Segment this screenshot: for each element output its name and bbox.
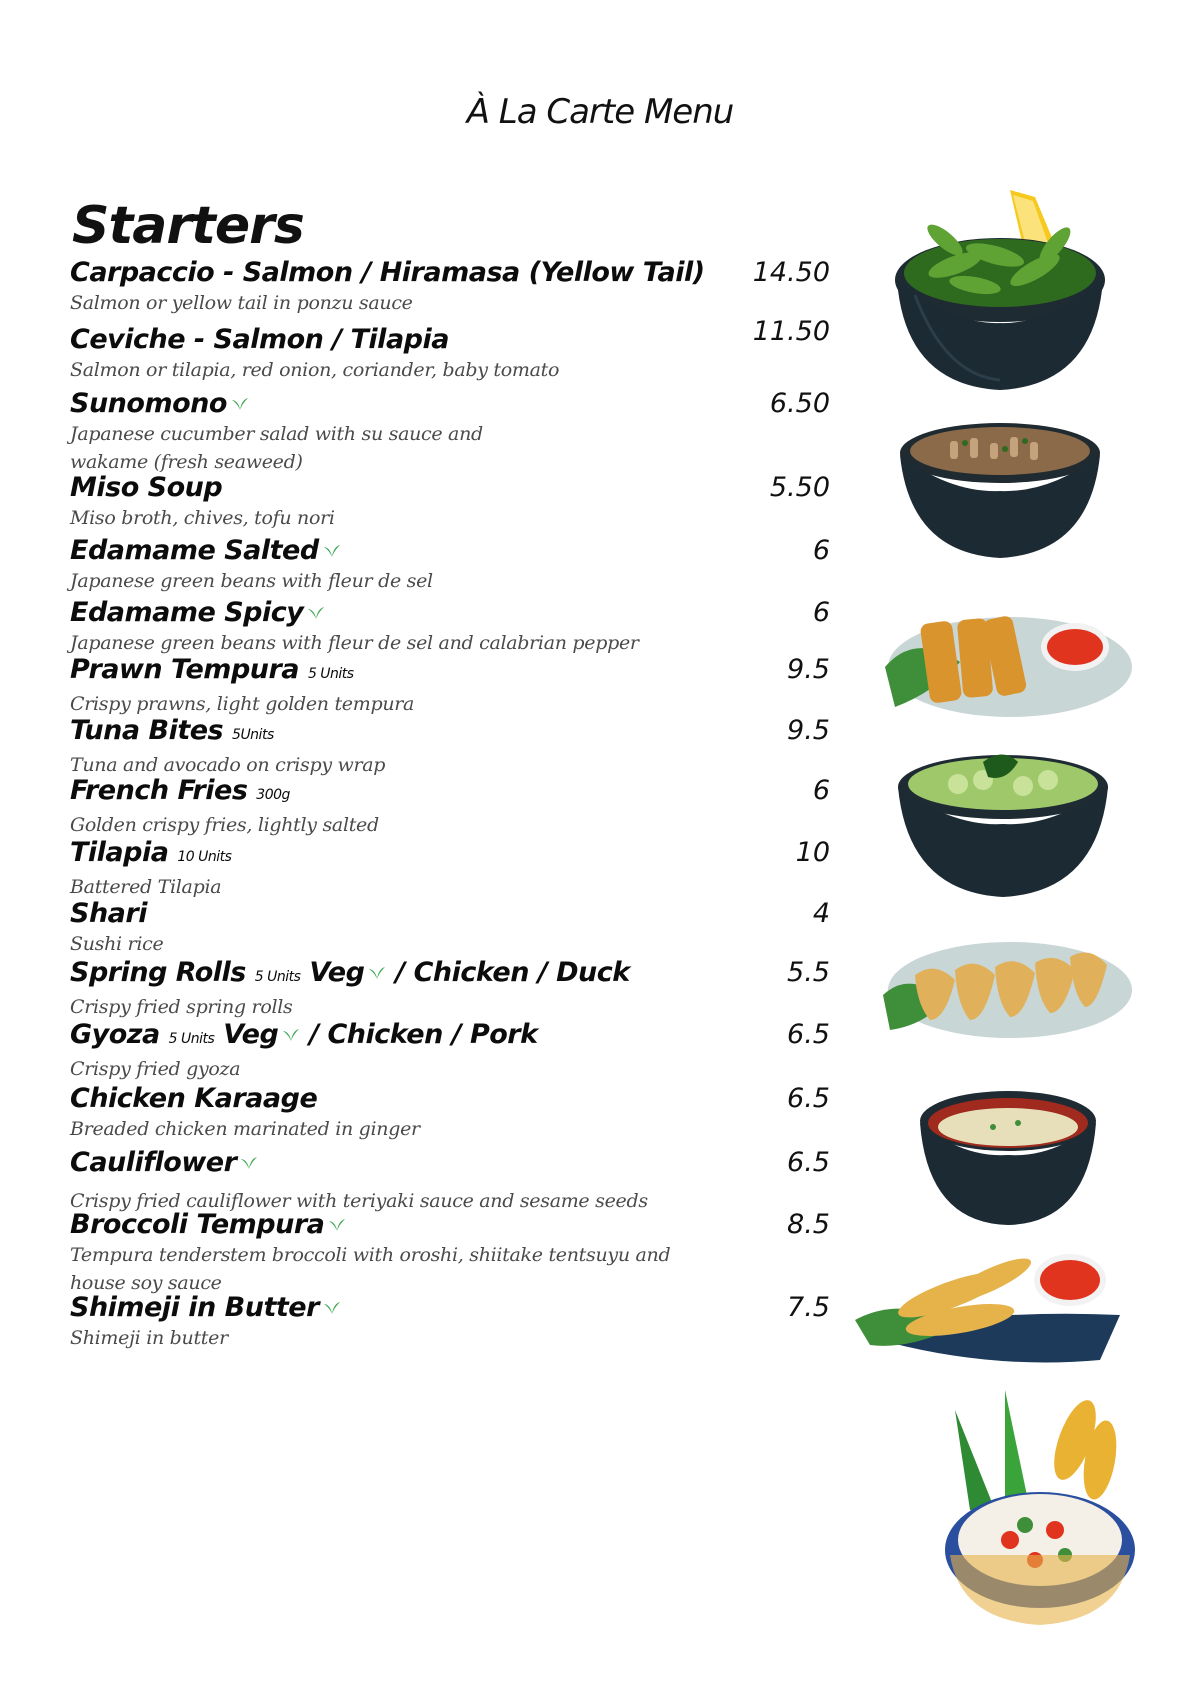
page-title: À La Carte Menu [466,92,734,132]
item-price: 6.5 [787,1019,830,1050]
item-note: 5 Units [254,969,301,985]
item-note: 300g [256,787,290,803]
item-price: 8.5 [787,1209,830,1240]
item-name: French Fries [70,775,248,806]
item-price: 9.5 [787,654,830,685]
option-veg: Veg [309,957,365,988]
item-price: 6 [812,775,830,806]
item-price: 5.5 [787,957,830,988]
menu-item [70,316,830,384]
option-veg: Veg [223,1019,279,1050]
item-description: Crispy fried cauliflower with teriyaki sauce and sesame seeds [70,1190,648,1212]
item-name: Tuna Bites [70,715,224,746]
cucumber-salad-bowl-photo [888,742,1118,902]
vegetarian-leaf-icon [240,1155,258,1171]
item-name: Tilapia [70,837,169,868]
item-description: Sushi rice [70,933,164,955]
menu-item [70,898,830,958]
section-title: Starters [72,196,304,256]
item-name: Sunomono [70,388,227,419]
vegetarian-leaf-icon [282,1027,300,1043]
menu-item [70,1292,830,1352]
item-description: Crispy prawns, light golden tempura [70,693,415,715]
item-description: Japanese green beans with fleur de sel [70,570,433,592]
item-description: Crispy fried spring rolls [70,996,293,1018]
menu-item [70,388,830,476]
item-price: 5.50 [769,472,830,503]
menu-item [70,654,830,718]
item-name: Edamame Salted [70,535,319,566]
item-name: Shari [70,898,147,929]
menu-item [70,837,830,901]
item-name: Chicken Karaage [70,1083,318,1114]
menu-item [70,257,830,317]
vegetarian-leaf-icon [307,605,325,621]
menu-item [70,775,830,839]
item-name: Cauliflower [70,1147,237,1178]
item-price: 4 [812,898,830,929]
item-options: / Chicken / Duck [395,957,630,988]
item-description: Miso broth, chives, tofu nori [70,507,335,529]
gyoza-plate-photo [875,925,1135,1055]
menu-item [70,472,830,532]
item-price: 6.50 [769,388,830,419]
item-price: 6.5 [787,1147,830,1178]
item-note: 5 Units [307,666,354,682]
menu-item [70,957,830,1021]
menu-item [70,1019,830,1083]
item-name: Carpaccio - Salmon / Hiramasa (Yellow Tail) [70,257,705,288]
item-price: 6.5 [787,1083,830,1114]
item-description: Salmon or tilapia, red onion, coriander, baby tomato [70,359,560,381]
item-name: Edamame Spicy [70,597,304,628]
item-note: 5Units [232,727,274,743]
item-price: 7.5 [787,1292,830,1323]
item-name: Broccoli Tempura [70,1209,325,1240]
vegetarian-leaf-icon [328,1217,346,1233]
item-description: Shimeji in butter [70,1327,228,1349]
item-name: Ceviche - Salmon / Tilapia [70,324,449,355]
vegetarian-leaf-icon [231,396,249,412]
item-price: 14.50 [752,257,830,288]
menu-item [70,1083,830,1143]
vegetarian-leaf-icon [323,543,341,559]
item-description: Golden crispy fries, lightly salted [70,814,379,836]
item-description: Salmon or yellow tail in ponzu sauce [70,292,413,314]
item-description: Crispy fried gyoza [70,1058,241,1080]
spring-rolls-plate-photo [875,597,1135,727]
item-description: Japanese cucumber salad with su sauce and wakame (fresh seaweed) [70,423,483,473]
item-description: Tempura tenderstem broccoli with oroshi, shiitake tentsuyu and house soy sauce [70,1244,671,1294]
item-name: Miso Soup [70,472,223,503]
item-description: Battered Tilapia [70,876,222,898]
item-price: 10 [795,837,830,868]
item-description: Japanese green beans with fleur de sel and calabrian pepper [70,632,639,654]
item-note: 10 Units [177,849,232,865]
ceviche-bowl-photo [925,1380,1145,1630]
vegetarian-leaf-icon [368,965,386,981]
item-price: 9.5 [787,715,830,746]
item-description: Tuna and avocado on crispy wrap [70,754,386,776]
menu-item [70,535,830,595]
edamame-bowl-photo [885,185,1125,405]
item-price: 6 [812,597,830,628]
item-name: Prawn Tempura [70,654,300,685]
item-name: Gyoza [70,1019,160,1050]
menu-item [70,1147,830,1215]
vegetarian-leaf-icon [323,1300,341,1316]
item-note: 5 Units [168,1031,215,1047]
item-name: Shimeji in Butter [70,1292,319,1323]
item-price: 11.50 [752,316,830,347]
item-name: Spring Rolls [70,957,246,988]
mushroom-bowl-photo [890,413,1110,563]
tempura-plate-photo [850,1240,1140,1380]
menu-item [70,597,830,657]
item-options: / Chicken / Pork [309,1019,538,1050]
menu-item [70,715,830,779]
item-price: 6 [812,535,830,566]
miso-soup-bowl-photo [913,1083,1103,1228]
item-description: Breaded chicken marinated in ginger [70,1118,420,1140]
menu-item [70,1209,830,1297]
